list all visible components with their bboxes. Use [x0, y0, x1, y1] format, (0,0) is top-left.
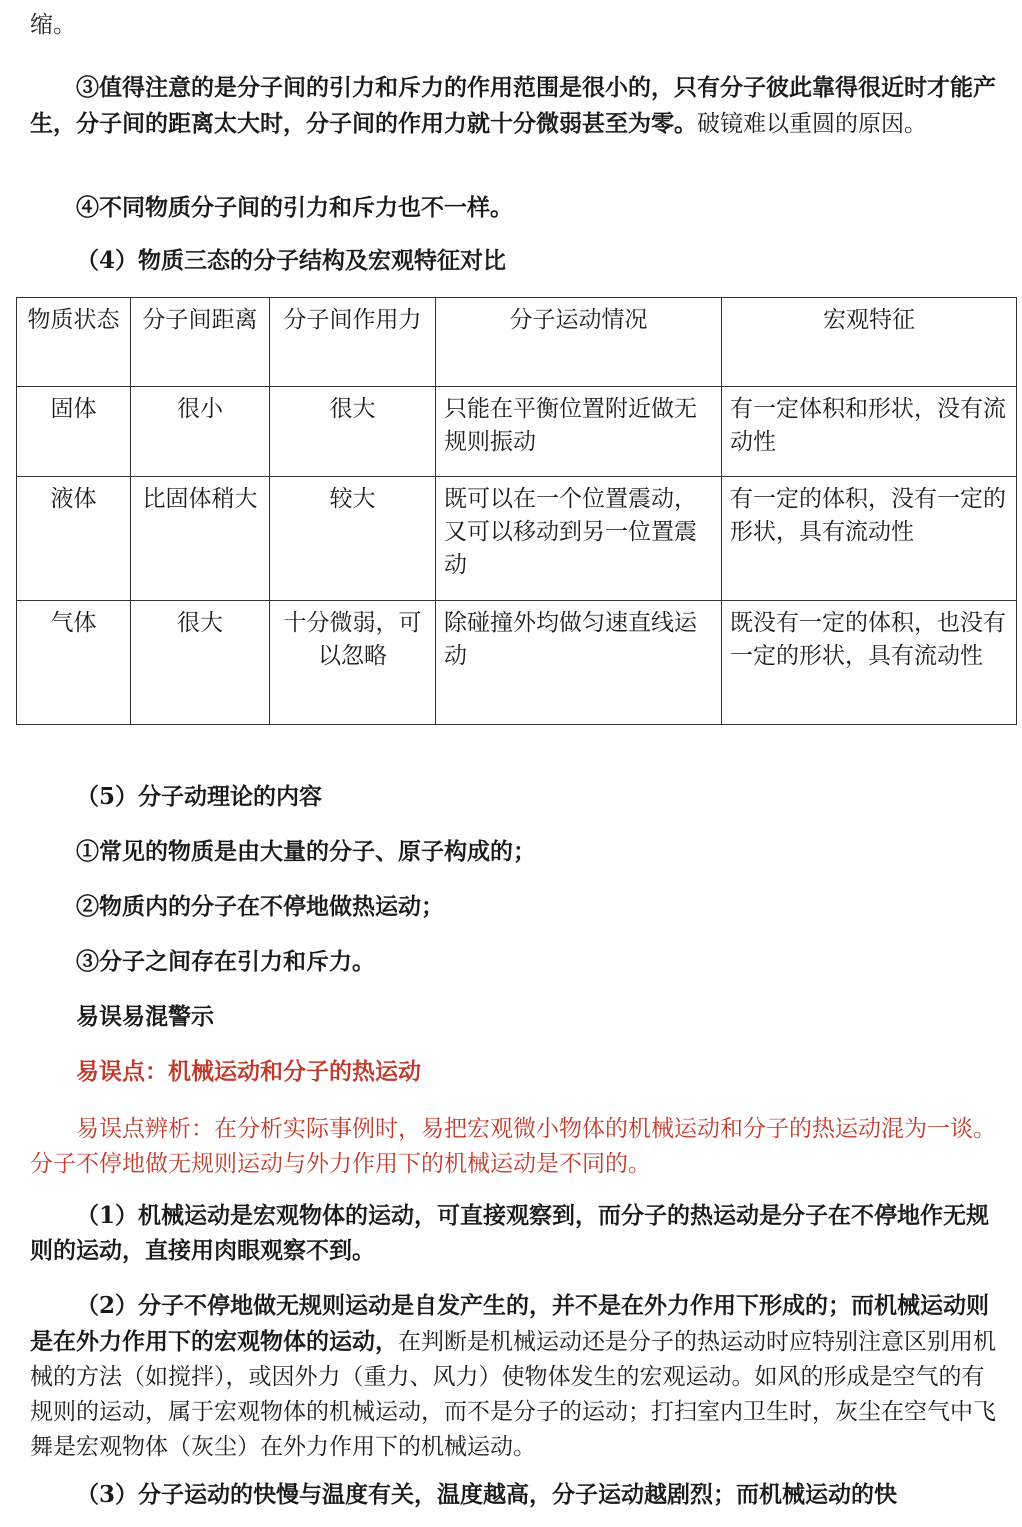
table-cell: 有一定的体积，没有一定的形状，具有流动性 [722, 477, 1017, 601]
table-row [17, 387, 1017, 477]
table-cell: 很大 [131, 601, 270, 725]
section-5-item: ①常见的物质是由大量的分子、原子构成的； [76, 838, 536, 865]
section-5-item: ③分子之间存在引力和斥力。 [76, 948, 375, 975]
table-cell: 既没有一定的体积，也没有一定的形状，具有流动性 [722, 601, 1017, 725]
table-cell: 十分微弱，可以忽略 [270, 601, 436, 725]
table-cell: 液体 [17, 477, 131, 601]
point-3-paragraph [30, 70, 1005, 142]
header-state: 物质状态 [17, 298, 131, 387]
error-point-title: 易误点：机械运动和分子的热运动 [76, 1058, 421, 1085]
section-5-heading: （5）分子动理论的内容 [76, 783, 323, 810]
table-cell: 很小 [131, 387, 270, 477]
table-cell: 有一定体积和形状，没有流动性 [722, 387, 1017, 477]
explanation-3: （3）分子运动的快慢与温度有关，温度越高，分子运动越剧烈；而机械运动的快 [76, 1481, 898, 1508]
table-header-row [17, 298, 1017, 387]
point-4-paragraph: ④不同物质分子间的引力和斥力也不一样。 [76, 194, 513, 221]
header-motion: 分子运动情况 [436, 298, 722, 387]
header-force: 分子间作用力 [270, 298, 436, 387]
table-cell: 只能在平衡位置附近做无规则振动 [436, 387, 722, 477]
table-cell: 比固体稍大 [131, 477, 270, 601]
table-cell: 很大 [270, 387, 436, 477]
table-cell: 除碰撞外均做匀速直线运动 [436, 601, 722, 725]
table-row [17, 477, 1017, 601]
table-row [17, 601, 1017, 725]
header-macro: 宏观特征 [722, 298, 1017, 387]
continued-text: 缩。 [30, 12, 76, 38]
point-3-bold-text: ③值得注意的是分子间的引力和斥力的作用范围是很小的，只有分子彼此靠得很近时才能产生，分子间的距离太大时，分子间的作用力就十分微弱甚至为零。 [30, 74, 996, 137]
header-distance: 分子间距离 [131, 298, 270, 387]
table-cell: 既可以在一个位置震动，又可以移动到另一位置震动 [436, 477, 722, 601]
error-analysis-paragraph: 易误点辨析：在分析实际事例时，易把宏观微小物体的机械运动和分子的热运动混为一谈。分子不停地做无规则运动与外力作用下的机械运动是不同的。 [30, 1116, 996, 1177]
explanation-1: （1）机械运动是宏观物体的运动，可直接观察到，而分子的热运动是分子在不停地作无规则的运动，直接用肉眼观察不到。 [30, 1202, 990, 1264]
point-3-normal-text: 破镜难以重圆的原因。 [697, 111, 927, 137]
explanation-2 [30, 1288, 1005, 1465]
table-cell: 固体 [17, 387, 131, 477]
table-cell: 气体 [17, 601, 131, 725]
explanation-2-normal: 在判断是机械运动还是分子的热运动时应特别注意区别用机械的方法（如搅拌），或因外力（重力、风力）使物体发生的宏观运动。如风的形成是空气的有规则的运动，属于宏观物体的机械运动，而不是分子的运动；打扫室内卫生时，灰尘在空气中飞舞是宏观物体（灰尘）在外力作用下的机械运动。 [30, 1329, 996, 1460]
warning-heading: 易误易混警示 [76, 1003, 214, 1030]
section-4-heading: （4）物质三态的分子结构及宏观特征对比 [76, 247, 507, 274]
section-5-item: ②物质内的分子在不停地做热运动； [76, 893, 444, 920]
states-comparison-table [16, 297, 1017, 725]
explanation-2-bold: （2）分子不停地做无规则运动是自发产生的，并不是在外力作用下形成的；而机械运动则是在外力作用下的宏观物体的运动， [30, 1292, 990, 1355]
table-cell: 较大 [270, 477, 436, 601]
